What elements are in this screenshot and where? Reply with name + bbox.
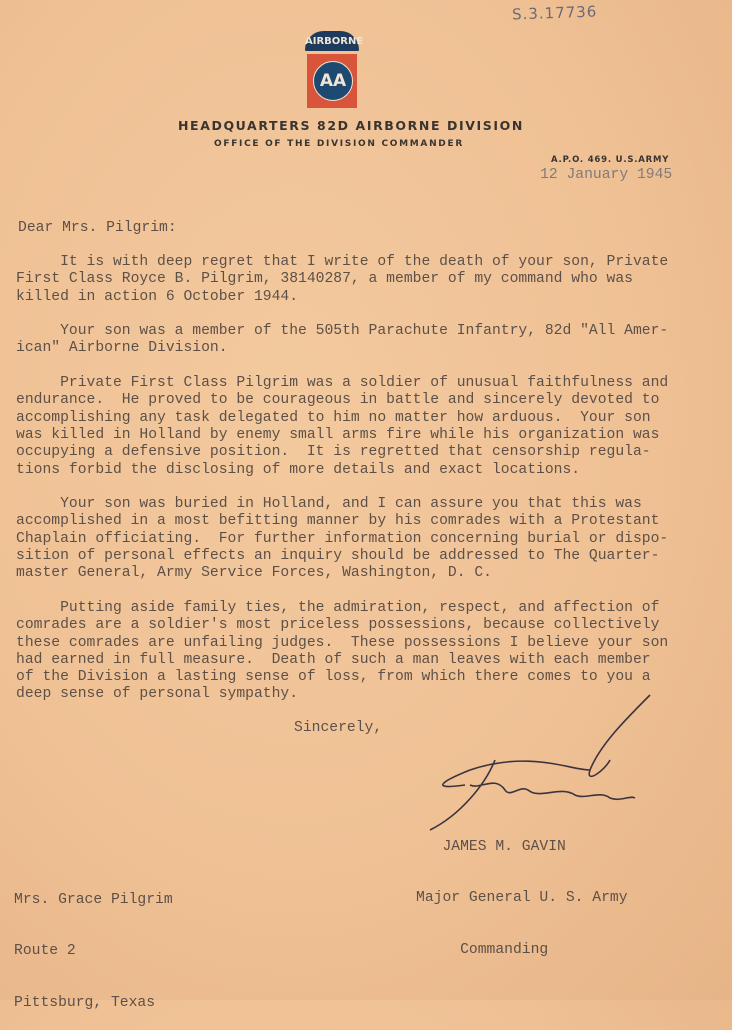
signature-block bbox=[416, 804, 628, 977]
paragraph-line: accomplishing any task delegated to him no matter how arduous. Your son bbox=[16, 409, 651, 426]
addressee-name: Mrs. Grace Pilgrim bbox=[14, 891, 173, 908]
paragraph-line: master General, Army Service Forces, Washington, D. C. bbox=[16, 565, 492, 582]
paragraph-line: was killed in Holland by enemy small arms fire while his organization was bbox=[16, 426, 660, 443]
airborne-insignia-logo bbox=[305, 31, 364, 108]
airborne-tab: AIRBORNE bbox=[305, 31, 359, 51]
addressee-city: Pittsburg, Texas bbox=[14, 995, 156, 1012]
paragraph-line: First Class Royce B. Pilgrim, 38140287, a member of my command who was bbox=[16, 271, 633, 288]
aa-patch bbox=[307, 54, 357, 108]
signer-name: JAMES M. GAVIN bbox=[416, 838, 566, 855]
paragraph bbox=[16, 254, 668, 306]
paragraph-line: Private First Class Pilgrim was a soldier of unusual faithfulness and bbox=[16, 375, 669, 392]
letterhead-subtitle: OFFICE OF THE DIVISION COMMANDER bbox=[214, 139, 464, 149]
paragraph-line: endurance. He proved to be courageous in battle and sincerely devoted to bbox=[16, 392, 660, 409]
paragraph-line: occupying a defensive position. It is regretted that censorship regula- bbox=[16, 444, 651, 461]
paragraph-line: killed in action 6 October 1944. bbox=[16, 288, 299, 305]
paragraph-line: comrades are a soldier's most priceless possessions, because collectively bbox=[16, 617, 660, 634]
paragraph-line: Putting aside family ties, the admiration, respect, and affection of bbox=[16, 599, 660, 616]
salutation: Dear Mrs. Pilgrim: bbox=[18, 220, 177, 236]
paragraph-line: tions forbid the disclosing of more details and exact locations. bbox=[16, 461, 581, 478]
letterhead-title: HEADQUARTERS 82D AIRBORNE DIVISION bbox=[178, 118, 524, 133]
paragraph-line: It is with deep regret that I write of the death of your son, Private bbox=[16, 254, 669, 270]
addressee-block bbox=[14, 857, 173, 1030]
paragraph-line: deep sense of personal sympathy. bbox=[16, 686, 299, 703]
paragraph-line: Your son was buried in Holland, and I can assure you that this was bbox=[16, 496, 642, 513]
paragraph-line: ican" Airborne Division. bbox=[16, 340, 228, 357]
paragraph-line: these comrades are unfailing judges. These possessions I believe your son bbox=[16, 634, 669, 651]
paragraph-line: Your son was a member of the 505th Parachute Infantry, 82d "All Amer- bbox=[16, 323, 669, 340]
paragraph bbox=[16, 496, 668, 582]
apo-address: A.P.O. 469. U.S.ARMY bbox=[551, 155, 670, 165]
paragraph-line: Chaplain officiating. For further information concerning burial or dispo- bbox=[16, 530, 669, 547]
archive-reference: S.3.17736 bbox=[511, 2, 598, 24]
letter-body bbox=[16, 254, 668, 721]
signer-title: Major General U. S. Army bbox=[416, 890, 628, 907]
signer-role: Commanding bbox=[416, 942, 549, 959]
paragraph bbox=[16, 375, 668, 479]
paragraph-line: of the Division a lasting sense of loss, from which there comes to you a bbox=[16, 669, 651, 686]
paragraph bbox=[16, 600, 668, 704]
paragraph-line: had earned in full measure. Death of such a man leaves with each member bbox=[16, 651, 651, 668]
addressee-street: Route 2 bbox=[14, 943, 76, 960]
closing: Sincerely, bbox=[294, 720, 383, 736]
letter-date: 12 January 1945 bbox=[540, 167, 673, 183]
aa-emblem: AA bbox=[313, 61, 353, 101]
paragraph bbox=[16, 323, 668, 358]
paragraph-line: sition of personal effects an inquiry should be addressed to The Quarter- bbox=[16, 548, 660, 565]
paragraph-line: accomplished in a most befitting manner by his comrades with a Protestant bbox=[16, 513, 660, 530]
